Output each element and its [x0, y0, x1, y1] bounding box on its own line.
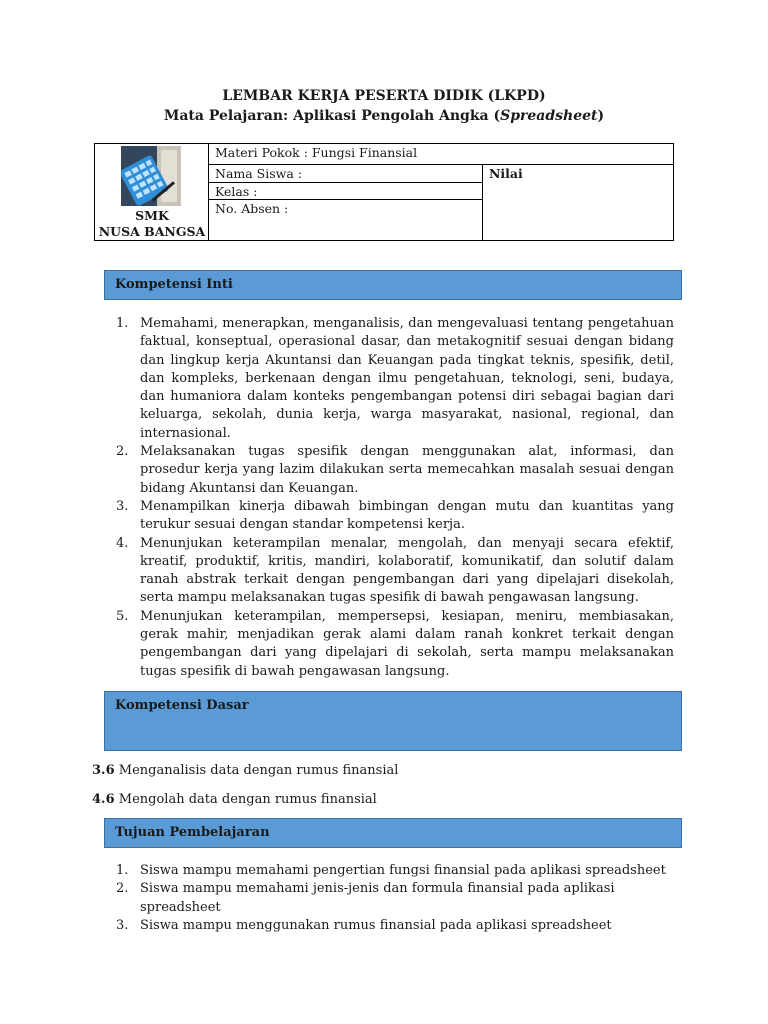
kelas-field[interactable]: Kelas : [209, 183, 482, 200]
list-item-text: Siswa mampu menggunakan rumus finansial pada aplikasi spreadsheet [140, 917, 612, 933]
kd-text: Mengolah data dengan rumus finansial [114, 792, 377, 807]
list-item-text: Siswa mampu memahami pengertian fungsi finansial pada aplikasi spreadsheet [140, 863, 666, 878]
tujuan-pembelajaran-heading: Tujuan Pembelajaran [104, 818, 682, 848]
calculator-image [121, 146, 181, 206]
list-item [116, 535, 674, 608]
title-subject-suffix: ) [597, 108, 605, 124]
list-item-number: 4. [116, 535, 129, 551]
list-item-number: 5. [116, 608, 129, 624]
list-item-text: Menunjukan keterampilan, mempersepsi, kesiapan, meniru, membiasakan, gerak mahir, menjadikan gerak alami dalam ranah konkret terkait dengan pengembangan dari yang dipelajari di sekolah, serta mampu melaksanakan tugas spesifik di bawah pengawasan langsung. [140, 608, 674, 679]
title-line-2 [0, 106, 768, 126]
kompetensi-dasar-item [92, 791, 377, 809]
title-line-1: LEMBAR KERJA PESERTA DIDIK (LKPD) [222, 88, 546, 104]
list-item [116, 917, 676, 935]
list-item [116, 608, 674, 681]
list-item [116, 498, 674, 535]
info-table [94, 143, 674, 241]
school-name-line-2: NUSA BANGSA [98, 224, 206, 239]
list-item-text: Menampilkan kinerja dibawah bimbingan dengan mutu dan kuantitas yang terukur sesuai dengan standar kompetensi kerja. [140, 498, 674, 533]
kompetensi-inti-list [116, 315, 674, 681]
kd-code: 4.6 [92, 792, 115, 807]
list-item-number: 2. [116, 881, 129, 897]
list-item-text: Memahami, menerapkan, menganalisis, dan mengevaluasi tentang pengetahuan faktual, konseptual, operasional dasar, dan metakognitif sesuai dengan bidang dan lingkup kerja Akuntansi dan Keuangan pada tingkat teknis, spesifik, detil, dan kompleks, berkenaan dengan ilmu pengetahuan, teknologi, seni, budaya, dan humaniora dalam konteks pengembangan potensi diri sebagai bagian dari keluarga, sekolah, dunia kerja, warga masyarakat, nasional, regional, dan internasional. [140, 316, 674, 441]
list-item [116, 443, 674, 498]
school-name-line-1: SMK [135, 208, 169, 223]
list-item-text: Melaksanakan tugas spesifik dengan menggunakan alat, informasi, dan prosedur kerja yang lazim dilakukan serta memecahkan masalah sesuai dengan bidang Akuntansi dan Keuangan. [140, 444, 674, 496]
kd-text: Menganalisis data dengan rumus finansial [114, 763, 399, 778]
title-subject-prefix: Mata Pelajaran: Aplikasi Pengolah Angka ( [163, 108, 501, 124]
no-absen-field[interactable]: No. Absen : [215, 201, 289, 216]
list-item [116, 315, 674, 443]
list-item-number: 1. [116, 863, 129, 878]
materi-pokok-field: Materi Pokok : Fungsi Finansial [209, 144, 674, 165]
list-item [116, 862, 676, 880]
kd-code: 3.6 [92, 763, 115, 778]
nama-siswa-field[interactable]: Nama Siswa : [209, 165, 482, 183]
kompetensi-dasar-heading: Kompetensi Dasar [104, 691, 682, 751]
kompetensi-inti-heading: Kompetensi Inti [104, 270, 682, 300]
title-subject-italic: Spreadsheet [500, 108, 598, 124]
list-item-number: 3. [116, 498, 129, 514]
list-item-number: 2. [116, 444, 129, 460]
tujuan-pembelajaran-list [116, 862, 676, 935]
nilai-field: Nilai [482, 165, 674, 240]
list-item-text: Siswa mampu memahami jenis-jenis dan formula finansial pada aplikasi spreadsheet [140, 881, 615, 915]
list-item-text: Menunjukan keterampilan menalar, mengolah, dan menyaji secara efektif, kreatif, produktif, kritis, mandiri, kolaboratif, komunikatif, dan solutif dalam ranah abstrak terkait dengan pengembangan dari yang dipelajari disekolah, serta mampu melaksanakan tugas spesifik di bawah pengawasan langsung. [140, 535, 674, 606]
list-item-number: 1. [116, 316, 129, 331]
kompetensi-dasar-item [92, 762, 398, 780]
list-item [116, 880, 676, 917]
school-logo-cell [95, 144, 209, 240]
document-title [0, 86, 768, 126]
list-item-number: 3. [116, 917, 129, 933]
school-name [95, 208, 209, 240]
